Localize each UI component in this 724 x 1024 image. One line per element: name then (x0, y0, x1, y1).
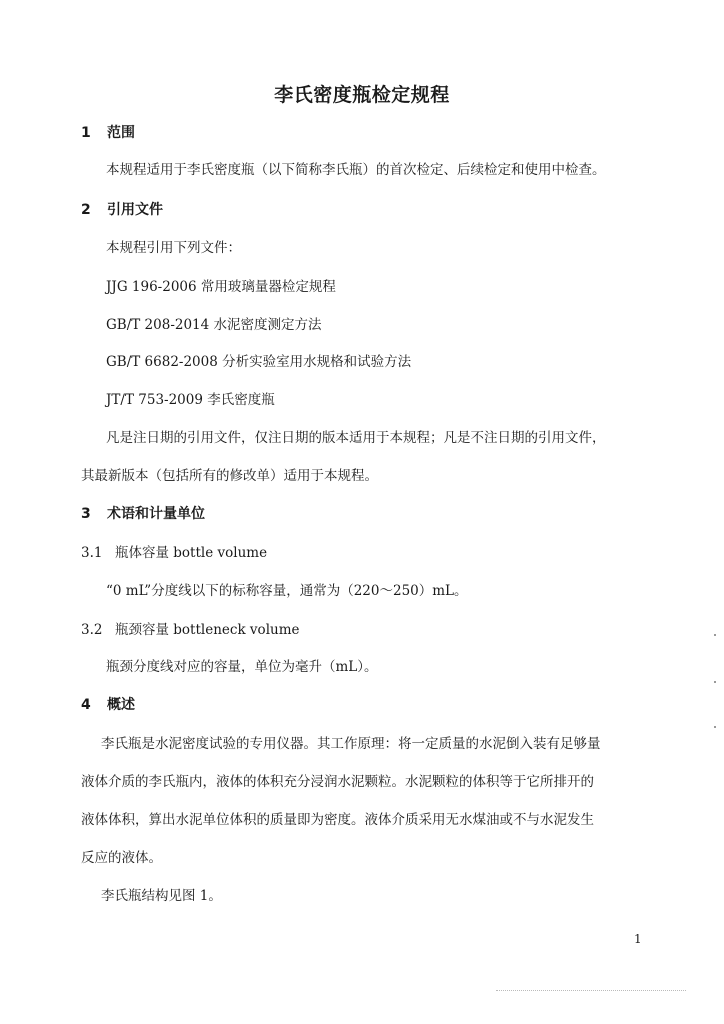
term-name: 瓶颈容量 bottleneck volume (115, 622, 300, 638)
term-3-2 (81, 618, 300, 638)
term-number: 3.2 (81, 622, 103, 638)
term-3-1 (81, 541, 267, 561)
reference-item: GB/T 6682-2008 分析实验室用水规格和试验方法 (106, 354, 412, 370)
term-definition: 瓶颈分度线对应的容量，单位为毫升（mL）。 (106, 659, 378, 675)
term-name: 瓶体容量 bottle volume (115, 545, 268, 561)
term-definition: “0 mL”分度线以下的标称容量，通常为（220～250）mL。 (106, 583, 468, 599)
reference-item: JJG 196-2006 常用玻璃量器检定规程 (106, 279, 336, 295)
section-title: 引用文件 (107, 202, 163, 218)
term-number: 3.1 (81, 545, 103, 561)
section-3-heading (81, 503, 205, 523)
page-title: 李氏密度瓶检定规程 (274, 84, 450, 106)
section-1-text: 本规程适用于李氏密度瓶（以下简称李氏瓶）的首次检定、后续检定和使用中检查。 (106, 162, 606, 178)
page-number: 1 (634, 932, 642, 946)
section-2-intro: 本规程引用下列文件： (106, 240, 241, 256)
section-1-heading (81, 122, 135, 142)
section-number: 1 (81, 125, 91, 141)
overview-line: 液体体积，算出水泥单位体积的质量即为密度。液体介质采用无水煤油或不与水泥发生 (81, 812, 594, 828)
section-title: 概述 (107, 697, 135, 713)
footer-divider (496, 990, 686, 991)
section-2-heading (81, 199, 163, 219)
section-number: 4 (81, 697, 91, 713)
overview-line: 李氏瓶是水泥密度试验的专用仪器。其工作原理：将一定质量的水泥倒入装有足够量 (101, 736, 601, 752)
overview-line: 液体介质的李氏瓶内，液体的体积充分浸润水泥颗粒。水泥颗粒的体积等于它所排开的 (81, 774, 594, 790)
section-title: 术语和计量单位 (107, 506, 205, 522)
overview-line: 反应的液体。 (81, 850, 162, 866)
figure-reference: 李氏瓶结构见图 1。 (101, 888, 222, 904)
reference-item: JT/T 753-2009 李氏密度瓶 (106, 392, 275, 408)
section-4-heading (81, 694, 135, 714)
scan-speck (714, 681, 716, 683)
section-title: 范围 (107, 125, 135, 141)
section-number: 3 (81, 506, 91, 522)
reference-note-line: 凡是注日期的引用文件，仅注日期的版本适用于本规程；凡是不注日期的引用文件， (106, 430, 606, 446)
reference-item: GB/T 208-2014 水泥密度测定方法 (106, 317, 322, 333)
scan-speck (714, 634, 716, 636)
scan-speck (714, 726, 716, 728)
section-number: 2 (81, 202, 91, 218)
reference-note-line: 其最新版本（包括所有的修改单）适用于本规程。 (81, 468, 378, 484)
